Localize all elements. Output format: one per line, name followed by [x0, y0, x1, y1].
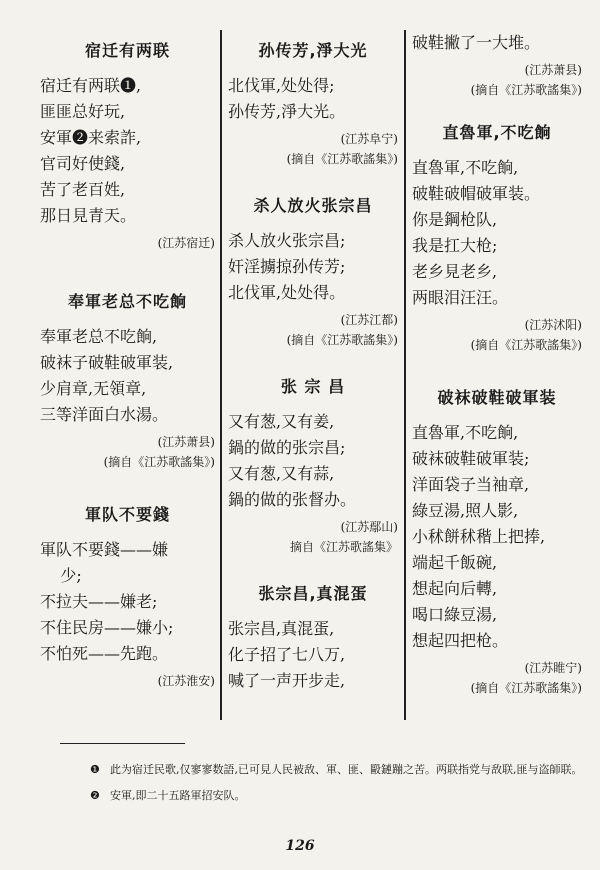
poem-excerpt-note: (摘自《江苏歌謠集》)	[470, 83, 582, 97]
poem-line: 官司好使錢,	[40, 154, 126, 173]
poem-excerpt-note: (摘自《江苏歌謠集》)	[470, 681, 582, 695]
poem-lines	[40, 537, 215, 667]
poem-title: 軍队不要錢	[84, 505, 170, 524]
poem-title: 直魯軍,不吃餉	[442, 123, 552, 142]
poem-line: 小秫餅秫稭上把捧,	[412, 527, 546, 546]
poem-zhilu-army	[412, 120, 582, 355]
poem-title: 张宗昌,真混蛋	[258, 584, 368, 603]
poem-source: (江苏沭阳)	[524, 318, 582, 332]
poem-excerpt-note: 摘自《江苏歌謠集》	[289, 540, 398, 554]
poem-excerpt-note: (摘自《江苏歌謠集》)	[286, 152, 398, 166]
footnote-marker: ❶	[90, 763, 100, 776]
poem-source: (江苏萧县)	[524, 63, 582, 77]
poem-line: 化子招了七八万,	[228, 645, 346, 664]
poem-line: 苦了老百姓,	[40, 180, 126, 199]
poem-suqian	[40, 38, 215, 253]
poem-excerpt-note: (摘自《江苏歌謠集》)	[470, 338, 582, 352]
poem-line: 想起向后轉,	[412, 579, 498, 598]
poem-line: 北伐軍,处处得;	[228, 76, 335, 95]
poem-source: (江苏鄢山)	[340, 520, 398, 534]
poem-line: 不拉夫——嫌老;	[40, 592, 158, 611]
poem-line: 两眼泪汪汪。	[412, 288, 509, 307]
poem-line: 綠豆湯,照人影,	[412, 501, 519, 520]
poem-line: 宿迁有两联❶,	[40, 76, 142, 95]
poem-line: 又有葱,又有姜,	[228, 412, 335, 431]
poem-title: 破袜破鞋破軍装	[437, 388, 557, 407]
poem-line: 軍队不要錢——嫌	[40, 540, 169, 559]
poem-line: 喝口綠豆湯,	[412, 605, 498, 624]
poem-excerpt-note: (摘自《江苏歌謠集》)	[286, 333, 398, 347]
poem-line: 奸淫擄掠孙传芳;	[228, 257, 346, 276]
footnote-text: 此为宿迁民歌,仅寥寥数語,已可見人民被敌、軍、匪、毆鏈蹦之苦。两联指党与敌联,匪与盗師联。	[110, 763, 583, 776]
footnote-marker: ❷	[90, 789, 100, 802]
poem-line: 我是扛大枪;	[412, 236, 498, 255]
poem-zhang-hundan	[228, 581, 398, 694]
poem-line: 破鞋撇了一大堆。	[412, 33, 541, 52]
poem-line: 匪匪总好玩,	[40, 102, 126, 121]
poem-lines	[40, 324, 215, 428]
poem-source: (江苏淮安)	[157, 674, 215, 688]
poem-line: 不住民房——嫌小;	[40, 618, 174, 637]
poem-lines	[412, 420, 582, 654]
page-number: 126	[285, 838, 315, 854]
poem-line: 直魯軍,不吃餉,	[412, 158, 519, 177]
poem-title: 张 宗 昌	[280, 377, 346, 396]
poem-source: (江苏萧县)	[157, 435, 215, 449]
poem-line: 张宗昌,真混蛋,	[228, 619, 335, 638]
poem-line: 三等洋面白水湯。	[40, 405, 169, 424]
poem-lines	[40, 73, 215, 229]
poem-line: 老乡見老乡,	[412, 262, 498, 281]
poem-line: 你是鋼枪队,	[412, 210, 498, 229]
poem-line: 不怕死——先跑。	[40, 644, 169, 663]
poem-fengjun	[40, 289, 215, 472]
poem-line: 直魯軍,不吃餉,	[412, 423, 519, 442]
poem-line: 洋面袋子当袖章,	[412, 475, 530, 494]
poem-continuation	[412, 30, 582, 100]
poem-line: 破袜破鞋破軍装;	[412, 449, 530, 468]
poem-line: 又有葱,又有蒜,	[228, 464, 335, 483]
poem-title: 孙传芳,淨大光	[258, 41, 368, 60]
poem-line: 想起四把枪。	[412, 631, 509, 650]
poem-sun-chuanfang	[228, 38, 398, 169]
poem-lines	[412, 30, 582, 56]
poem-line: 鍋的做的张宗昌;	[228, 438, 346, 457]
poem-lines	[228, 228, 398, 306]
footnotes	[90, 760, 585, 812]
footnote-text: 安軍,即二十五路軍招安队。	[110, 789, 246, 802]
column-divider	[404, 30, 406, 720]
poem-source: (江苏宿迁)	[157, 236, 215, 250]
footnote-1	[90, 760, 585, 780]
column-2	[228, 30, 398, 718]
poem-line: 奉軍老总不吃餉,	[40, 327, 158, 346]
poem-lines	[228, 409, 398, 513]
poem-source: (江苏江都)	[340, 313, 398, 327]
poem-line: 少肩章,无領章,	[40, 379, 147, 398]
poem-line: 杀人放火张宗昌;	[228, 231, 346, 250]
poem-title: 宿迁有两联	[84, 41, 170, 60]
poem-lines	[412, 155, 582, 311]
poem-line: 破袜子破鞋破軍装,	[40, 353, 174, 372]
column-3	[412, 30, 582, 722]
poem-source: (江苏睢宁)	[524, 661, 582, 675]
poem-line: 喊了一声开步走,	[228, 671, 346, 690]
poem-title: 奉軍老总不吃餉	[67, 292, 187, 311]
column-1	[40, 30, 215, 715]
poem-excerpt-note: (摘自《江苏歌謠集》)	[103, 455, 215, 469]
poem-line: 少;	[40, 566, 82, 585]
poem-zhang-zongchang	[228, 374, 398, 557]
poem-lines	[228, 616, 398, 694]
footnote-2	[90, 786, 585, 806]
footnote-rule	[60, 743, 185, 744]
poem-line: 端起千飯碗,	[412, 553, 498, 572]
poem-title: 杀人放火张宗昌	[253, 196, 373, 215]
poem-line: 破鞋破帽破軍装。	[412, 184, 541, 203]
poem-source: (江苏阜宁)	[340, 132, 398, 146]
poem-army-money	[40, 502, 215, 691]
poem-lines	[228, 73, 398, 125]
poem-kill-burn	[228, 193, 398, 350]
poem-line: 北伐軍,处处得。	[228, 283, 346, 302]
poem-line: 安軍❷来索詐,	[40, 128, 142, 147]
poem-line: 鍋的做的张督办。	[228, 490, 357, 509]
poem-torn-uniform	[412, 385, 582, 698]
column-divider	[220, 30, 222, 720]
poem-line: 孙传芳,淨大光。	[228, 102, 346, 121]
poem-line: 那日見青天。	[40, 206, 137, 225]
